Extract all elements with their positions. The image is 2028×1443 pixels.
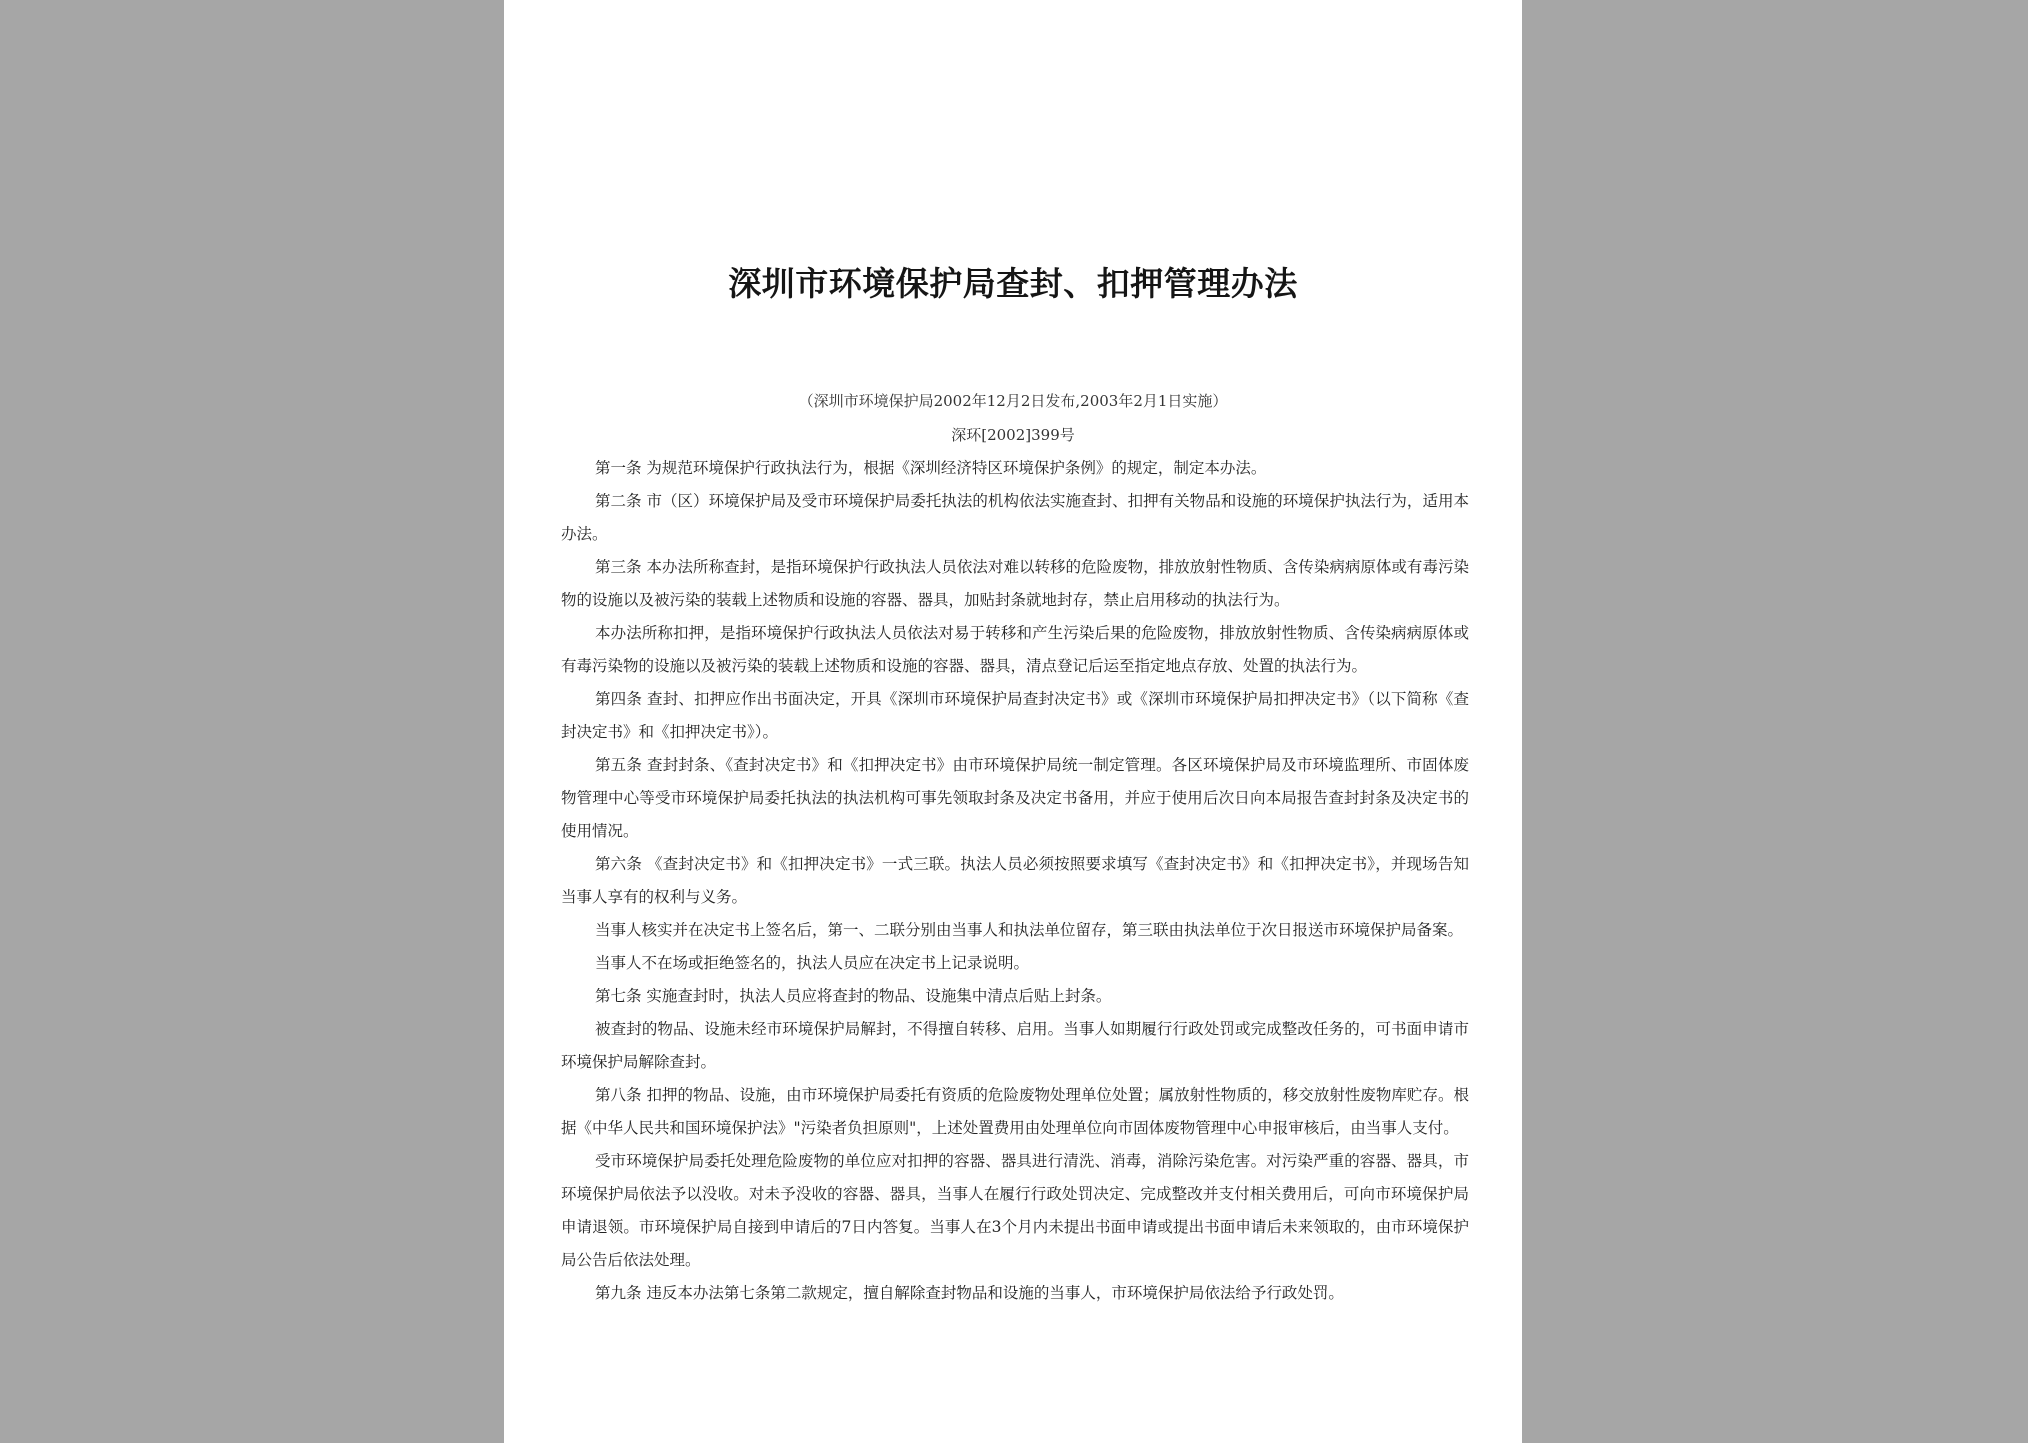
paragraph-article-5: 第五条 查封封条、《查封决定书》和《扣押决定书》由市环境保护局统一制定管理。各区环境保护局及市环境监理所、市固体废物管理中心等受市环境保护局委托执法的执法机构可事先领取封条及决定书备用，并应于使用后次日向本局报告查封封条及决定书的使用情况。	[561, 756, 1469, 840]
paragraph-article-4: 第四条 查封、扣押应作出书面决定，开具《深圳市环境保护局查封决定书》或《深圳市环境保护局扣押决定书》（以下简称《查封决定书》和《扣押决定书》）。	[561, 690, 1469, 741]
paragraph-article-6: 第六条 《查封决定书》和《扣押决定书》一式三联。执法人员必须按照要求填写《查封决定书》和《扣押决定书》，并现场告知当事人享有的权利与义务。	[561, 855, 1469, 906]
paragraph-article-6-absence: 当事人不在场或拒绝签名的，执法人员应在决定书上记录说明。	[595, 954, 1030, 972]
paragraph-article-3-detention: 本办法所称扣押，是指环境保护行政执法人员依法对易于转移和产生污染后果的危险废物，排放放射性物质、含传染病病原体或有毒污染物的设施以及被污染的装载上述物质和设施的容器、器具，清点登记后运至指定地点存放、处置的执法行为。	[561, 624, 1469, 675]
paragraph-article-1: 第一条 为规范环境保护行政执法行为，根据《深圳经济特区环境保护条例》的规定，制定本办法。	[595, 459, 1267, 477]
paragraph-article-2: 第二条 市（区）环境保护局及受市环境保护局委托执法的机构依法实施查封、扣押有关物品和设施的环境保护执法行为，适用本办法。	[561, 492, 1469, 543]
paragraph-article-3: 第三条 本办法所称查封，是指环境保护行政执法人员依法对难以转移的危险废物，排放放射性物质、含传染病病原体或有毒污染物的设施以及被污染的装载上述物质和设施的容器、器具，加贴封条就地封存，禁止启用移动的执法行为。	[561, 558, 1469, 609]
document-page	[504, 0, 1522, 1443]
document-number: 深环[2002]399号	[951, 426, 1075, 444]
publish-info: （深圳市环境保护局2002年12月2日发布,2003年2月1日实施）	[798, 392, 1228, 410]
paragraph-article-6-signing: 当事人核实并在决定书上签名后，第一、二联分别由当事人和执法单位留存，第三联由执法单位于次日报送市环境保护局备案。	[595, 921, 1464, 939]
document-body	[561, 452, 1469, 1310]
paragraph-article-9: 第九条 违反本办法第七条第二款规定，擅自解除查封物品和设施的当事人，市环境保护局依法给予行政处罚。	[595, 1284, 1344, 1302]
paragraph-article-7-unseal: 被查封的物品、设施未经市环境保护局解封，不得擅自转移、启用。当事人如期履行行政处罚或完成整改任务的，可书面申请市环境保护局解除查封。	[561, 1020, 1469, 1071]
paragraph-article-7: 第七条 实施查封时，执法人员应将查封的物品、设施集中清点后贴上封条。	[595, 987, 1112, 1005]
paragraph-article-8: 第八条 扣押的物品、设施，由市环境保护局委托有资质的危险废物处理单位处置；属放射性物质的，移交放射性废物库贮存。根据《中华人民共和国环境保护法》"污染者负担原则"，上述处置费用由处理单位向市固体废物管理中心申报审核后，由当事人支付。	[561, 1086, 1469, 1137]
paragraph-article-8-cleaning: 受市环境保护局委托处理危险废物的单位应对扣押的容器、器具进行清洗、消毒，消除污染危害。对污染严重的容器、器具，市环境保护局依法予以没收。对未予没收的容器、器具，当事人在履行行政处罚决定、完成整改并支付相关费用后，可向市环境保护局申请退领。市环境保护局自接到申请后的7日内答复。当事人在3个月内未提出书面申请或提出书面申请后未来领取的，由市环境保护局公告后依法处理。	[561, 1152, 1469, 1269]
document-title: 深圳市环境保护局查封、扣押管理办法	[728, 264, 1298, 303]
